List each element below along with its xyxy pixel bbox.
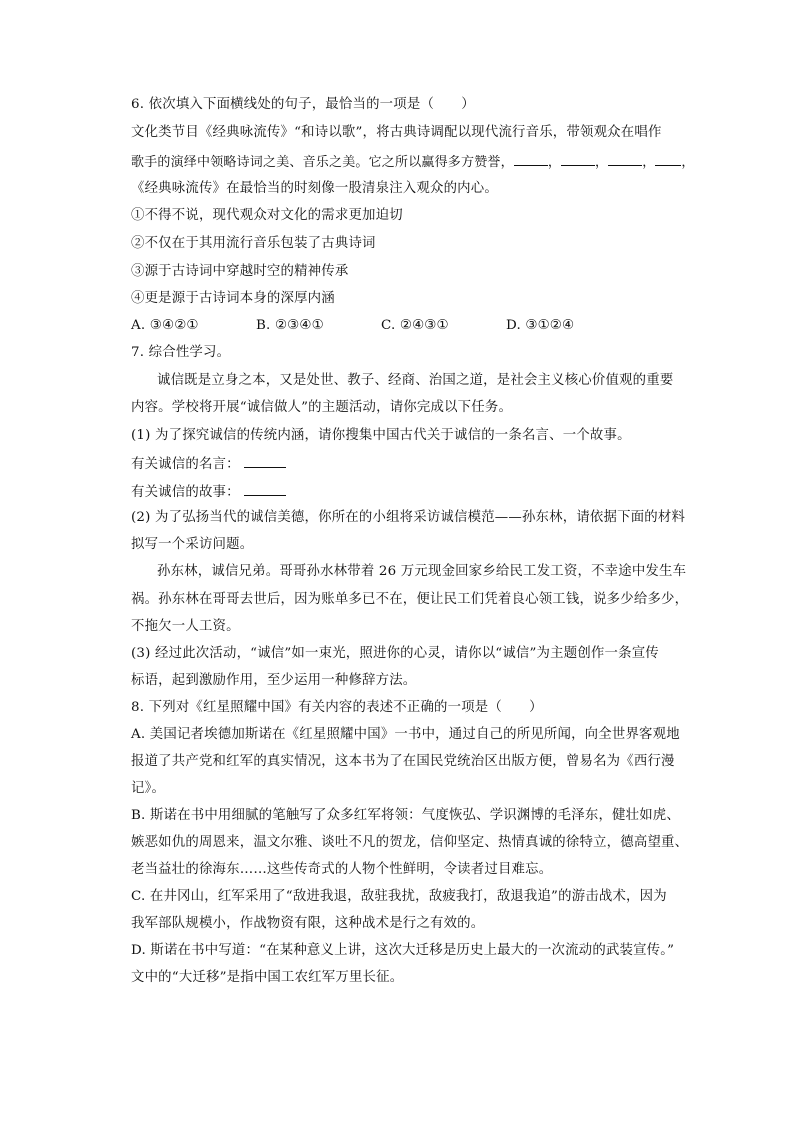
q6-passage-line2-text: 歌手的演绎中领略诗词之美、音乐之美。它之所以赢得多方赞誉， xyxy=(131,155,514,170)
q7-material-line3: 不拖欠一人工资。 xyxy=(131,619,240,634)
q6-item-1: ①不得不说，现代观众对文化的需求更加迫切 xyxy=(131,208,403,223)
q7-intro-line1: 诚信既是立身之本，又是处世、教子、经商、治国之道，是社会主义核心价值观的重要 xyxy=(157,373,674,388)
q7-motto-answer-blank[interactable] xyxy=(244,453,286,468)
q6-blank-2 xyxy=(561,151,595,166)
q6-item-3: ③源于古诗词中穿越时空的精神传承 xyxy=(131,264,349,279)
q6-blank-4 xyxy=(655,151,681,166)
q6-stem: 6. 依次填入下面横线处的句子，最恰当的一项是（ ） xyxy=(131,97,475,112)
q6-option-a[interactable]: A. ③④②① xyxy=(131,318,199,333)
q7-material-line1: 孙东林，诚信兄弟。哥哥孙水林带着 26 万元现金回家乡给民工发工资，不幸途中发生车 xyxy=(157,564,687,579)
q8-option-d-line2: 文中的“大迁移”是指中国工农红军万里长征。 xyxy=(131,970,404,985)
q7-intro-line2: 内容。学校将开展“诚信做人”的主题活动，请你完成以下任务。 xyxy=(131,400,513,415)
q6-option-b[interactable]: B. ②③④① xyxy=(256,318,324,333)
q8-option-c-line2: 我军部队规模小，作战物资有限，这种战术是行之有效的。 xyxy=(131,916,485,931)
q7-story-row xyxy=(131,481,286,503)
q6-item-2: ②不仅在于其用流行音乐包装了古典诗词 xyxy=(131,236,376,251)
q8-stem: 8. 下列对《红星照耀中国》有关内容的表述不正确的一项是（ ） xyxy=(131,700,543,715)
q6-passage-line1: 文化类节目《经典咏流传》“和诗以歌”，将古典诗调配以现代流行音乐，带领观众在唱作 xyxy=(131,125,662,140)
q7-material-line2: 祸。孙东林在哥哥去世后，因为账单多已不在，便让民工们凭着良心领工钱，说多少给多少， xyxy=(131,592,689,607)
q8-option-b-line2: 嫉恶如仇的周恩来，温文尔雅、谈吐不凡的贺龙，信仰坚定、热情真诚的徐特立，德高望重、 xyxy=(131,835,689,850)
q6-option-d[interactable]: D. ③①②④ xyxy=(506,318,575,333)
q8-option-c-line1[interactable]: C. 在井冈山，红军采用了“敌进我退，敌驻我扰，敌疲我打，敌退我追”的游击战术，因为 xyxy=(131,889,667,904)
q6-blank-1 xyxy=(514,151,548,166)
q8-option-a-line2: 报道了共产党和红军的真实情况，这本书为了在国民党统治区出版方便，曾易名为《西行漫 xyxy=(131,754,675,769)
q8-option-b-line3: 老当益壮的徐海东……这些传奇式的人物个性鲜明，令读者过目难忘。 xyxy=(131,862,553,877)
q7-stem: 7. 综合性学习。 xyxy=(131,345,231,360)
q7-task2-line2: 拟写一个采访问题。 xyxy=(131,537,254,552)
q7-task3-line2: 标语，起到激励作用，至少运用一种修辞方法。 xyxy=(131,673,417,688)
q6-item-4: ④更是源于古诗词本身的深厚内涵 xyxy=(131,291,335,306)
q6-options xyxy=(131,316,631,336)
q6-blank-3 xyxy=(608,151,642,166)
q7-task3-line1: (3) 经过此次活动，“诚信”如一束光，照进你的心灵，请你以“诚信”为主题创作一条宣传 xyxy=(131,646,659,661)
q7-story-label: 有关诚信的故事： xyxy=(131,485,240,500)
q8-option-a-line3: 记》。 xyxy=(131,781,166,796)
q8-option-a-line1[interactable]: A. 美国记者埃德加斯诺在《红星照耀中国》一书中，通过自己的所见所闻，向全世界客观地 xyxy=(131,727,680,742)
q8-option-b-line1[interactable]: B. 斯诺在书中用细腻的笔触写了众多红军将领：气度恢弘、学识渊博的毛泽东，健壮如虎、 xyxy=(131,808,680,823)
q6-passage-line3: 《经典咏流传》在最恰当的时刻像一股清泉注入观众的内心。 xyxy=(131,181,498,196)
q7-task1: (1) 为了探究诚信的传统内涵，请你搜集中国古代关于诚信的一条名言、一个故事。 xyxy=(131,428,631,443)
q7-motto-label: 有关诚信的名言： xyxy=(131,457,240,472)
q8-option-d-line1[interactable]: D. 斯诺在书中写道：“在某种意义上讲，这次大迁移是历史上最大的一次流动的武装宣传。” xyxy=(131,943,675,958)
q7-story-answer-blank[interactable] xyxy=(244,481,286,496)
q6-option-c[interactable]: C. ②④③① xyxy=(381,318,449,333)
q7-task2-line1: (2) 为了弘扬当代的诚信美德，你所在的小组将采访诚信模范——孙东林，请依据下面的材料 xyxy=(131,510,686,525)
q7-motto-row xyxy=(131,453,286,475)
q6-passage-line2: 歌手的演绎中领略诗词之美、音乐之美。它之所以赢得多方赞誉， ， ， ， ， xyxy=(131,151,695,173)
